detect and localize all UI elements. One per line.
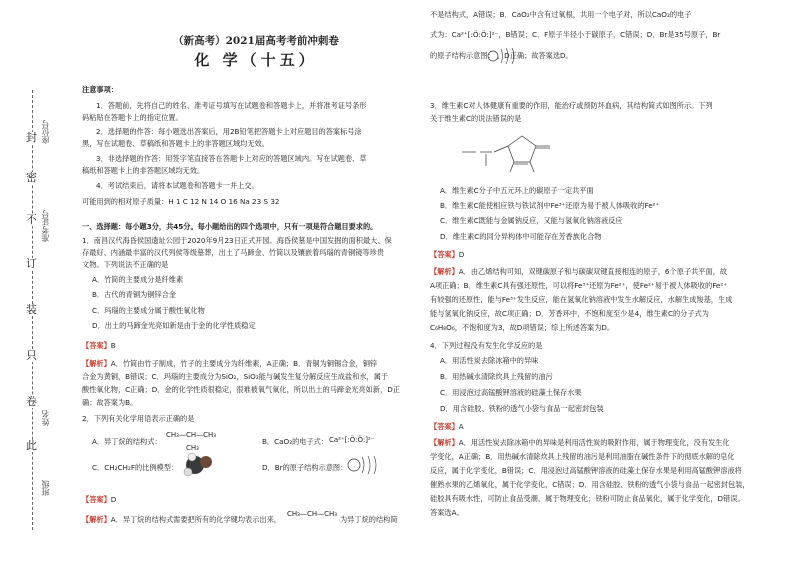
q4-analysis: A．用活性炭去除冰箱中的异味是利用活性炭的吸附作用，属于物理变化，没有发生化	[458, 438, 730, 447]
name-field: 姓名	[41, 410, 50, 426]
q3-analysis: A．由乙烯结构可知，双键碳原子和与碳碳双键直接相连的原子，6个原子共平面，故	[458, 267, 728, 276]
q1-answer: B	[110, 341, 116, 350]
q3-analysis: A项正确；B．维生素C具有强还原性，可以将Fe³⁺还原为Fe²⁺，使Fe²⁺易于被人体吸收的Fe²⁺	[430, 281, 728, 290]
space-filling-model	[182, 452, 218, 478]
answer-tag: 【答案】	[430, 250, 459, 259]
seat-number-field: 座位号	[41, 120, 50, 144]
br-atom-diagram-small	[484, 45, 524, 67]
q3-option-a: A．维生素C分子中五元环上的碳原子一定共平面	[440, 186, 594, 195]
notice-line: 2．选择题的作答：每小题选出答案后，用2B铅笔把答题卡上对应题目的答案标号涂	[96, 127, 362, 136]
q4-option-d: D．用含硅胶、铁粉的透气小袋与食品一起密封包装	[440, 404, 604, 413]
vitamin-c-structure	[458, 130, 568, 180]
binding-char: 密	[26, 171, 37, 184]
subject-title: 化 学（十五）	[194, 51, 318, 69]
q4-stem: 4．下列过程没有发生化学反应的是	[430, 341, 543, 350]
q1-stem: 1．南昌汉代海昏侯国遗址公园于2020年9月23日正式开园。海昏侯墓是中国发掘的面积最大、保	[82, 236, 392, 245]
q3-option-c: C．维生素C既能与金属钠反应，又能与氢氧化钠溶液反应	[440, 216, 623, 225]
q2-stem: 2．下列有关化学用语表示正确的是	[82, 414, 195, 423]
isobutane-structure-analysis: CH₃—CH—CH₃	[287, 510, 338, 518]
q2-analysis: A．异丁烷的结构式需要把所有的化学键均表示出来，	[110, 515, 281, 524]
class-field: 班级	[41, 480, 50, 496]
q4-option-b: B．用热碱水清除炊具上残留的油污	[440, 372, 553, 381]
q2-answer: D	[110, 495, 117, 504]
q2-analysis-cont: 式为：Ca²⁺[:Ö:Ö:]²⁻，B错误；C．F原子半径小于碳原子，C错误；D．Br是35号原子，Br	[430, 30, 721, 39]
q1-option-b: B．古代的青铜为铜锌合金	[92, 290, 176, 299]
binding-char: 订	[26, 257, 37, 270]
q1-analysis: 合金为黄铜，B错误；C．玛瑙的主要成分为SiO₂，SiO₂能与碱发生复分解反应生成盐和水，属于	[82, 372, 389, 381]
q4-answer: A	[458, 422, 464, 431]
section-heading: 一、选择题：每小题3分，共45分。每小题给出的四个选项中，只有一项是符合题目要求的。	[82, 222, 378, 231]
isobutane-branch: CH₃	[186, 444, 199, 452]
q4-analysis: 反应，属于化学变化，B错误；C．用浸泡过高锰酸钾溶液的硅藻土保存水果是利用高锰酸钾溶液将	[430, 466, 742, 475]
notice-line: 4．考试结束后，请将本试题卷和答题卡一并上交。	[96, 181, 259, 190]
analysis-tag: 【解析】	[430, 438, 459, 447]
q4-option-a: A．用活性炭去除冰箱中的异味	[440, 356, 539, 365]
q4-analysis: 学变化，A正确；B．用热碱水清除炊具上残留的油污是利用油脂在碱性条件下的彻底水解的皂化	[430, 452, 735, 461]
q3-analysis: C₆H₈O₆，不饱和度为3，故D项错误；综上所述答案为D。	[430, 323, 615, 332]
notice-heading: 注意事项：	[82, 85, 118, 94]
binding-char: 封	[26, 131, 37, 144]
q1-stem: 存最好、内涵最丰富的汉代列侯等级墓葬，出土了马蹄金、竹简以及镶嵌着玛瑙的青铜镜等珍贵	[82, 248, 384, 257]
binding-char: 此	[26, 439, 37, 452]
answer-tag: 【答案】	[82, 495, 111, 504]
q2-analysis-cont: 的原子结构示意图： ，D正确；故答案选D。	[430, 51, 573, 60]
notice-line: 稿纸和答题卡上的非答题区域均无效。	[82, 166, 205, 175]
q4-analysis: 硅胶具有吸水性，可防止食品受潮，属于物理变化；铁粉可防止食品氧化，属于化学变化，D错误。	[430, 494, 745, 503]
notice-line: 黑，写在试题卷、草稿纸和答题卡上的非答题区域均无效。	[82, 139, 269, 148]
q2-option-b: B．CaO₂的电子式：	[262, 437, 329, 446]
exam-title: （新高考）2021届高考考前冲刺卷	[173, 35, 339, 47]
q1-option-c: C．玛瑙的主要成分属于酸性氧化物	[92, 306, 205, 315]
br-atom-diagram	[344, 453, 384, 477]
q1-analysis: 酸性氧化物，C正确；D．金的化学性质很稳定，很难被氧气氧化，所以出土的马蹄金光亮如新，D正	[82, 385, 400, 394]
q3-answer: D	[458, 250, 465, 259]
analysis-tag: 【解析】	[82, 359, 111, 368]
q2-analysis-tail: 为异丁烷的结构简	[340, 515, 398, 524]
q2-analysis-cont: 不是结构式，A错误；B．CaO₂中含有过氧根，共用一个电子对，所以CaO₂的电子	[430, 10, 692, 19]
notice-line: 码粘贴在答题卡上的指定位置。	[82, 113, 183, 122]
q1-analysis: A．竹简由竹子制成，竹子的主要成分为纤维素，A正确；B．青铜为铜锡合金，铜锌	[110, 359, 378, 368]
analysis-tag: 【解析】	[430, 267, 459, 276]
q3-analysis: 能与氢氧化钠反应，故C项正确；D．芳香环中，不饱和度至少是4，维生素C的分子式为	[430, 309, 709, 318]
q4-analysis: 催熟水果的乙烯氧化，属于化学变化，C错误；D．用含硅胶、铁粉的透气小袋与食品一起密封包装，	[430, 480, 750, 489]
atomic-masses: 可能用到的相对原子质量：H 1 C 12 N 14 O 16 Na 23 S 32	[82, 197, 280, 206]
binding-char: 只	[26, 349, 37, 362]
q3-option-b: B．维生素C能使相应铁与铁试剂中Fe³⁺还原为易于被人体吸收的Fe²⁺	[440, 201, 660, 210]
q3-stem: 关于维生素C的说法错误的是	[430, 114, 522, 123]
q3-option-d: D．维生素C的同分异构体中可能存在芳香族化合物	[440, 232, 602, 241]
binding-margin	[0, 0, 60, 562]
q3-analysis: 有较强的还原性，能与Fe³⁺发生反应，能在氢氧化钠溶液中发生水解反应，水解生成羧基，生成	[430, 295, 733, 304]
q4-option-c: C．用浸泡过高锰酸钾溶液的硅藻土保存水果	[440, 388, 582, 397]
notice-line: 3．非选择题的作答：用签字笔直接答在答题卡上对应的答题区域内。写在试题卷、草	[96, 154, 367, 163]
binding-char: 不	[26, 213, 37, 226]
answer-tag: 【答案】	[82, 341, 111, 350]
q2-option-d: D．Br的原子结构示意图：	[262, 463, 348, 472]
notice-line: 1．答题前，先将自己的姓名、准考证号填写在试题卷和答题卡上，并将准考证号条形	[96, 101, 367, 110]
binding-char: 装	[26, 303, 37, 316]
q1-analysis: 确；故答案为B。	[82, 398, 138, 407]
q3-stem: 3．维生素C对人体健康有重要的作用，能治疗或预防坏血病，其结构简式如图所示。下列	[430, 101, 713, 110]
analysis-tag: 【解析】	[82, 515, 111, 524]
answer-tag: 【答案】	[430, 422, 459, 431]
q1-stem: 文物。下列说法不正确的是	[82, 260, 169, 269]
q4-analysis: 答案选A。	[430, 508, 464, 517]
exam-number-field: 准考证号	[41, 210, 50, 242]
q2-option-c: C．CH₂CH₂F的比例模型：	[92, 463, 179, 472]
q2-option-a: A．异丁烷的结构式：	[92, 437, 162, 446]
isobutane-structure: CH₃—CH—CH₃	[166, 431, 217, 439]
binding-char: 卷	[26, 395, 37, 408]
q1-option-d: D．出土的马蹄金光亮如新是由于金的化学性质稳定	[92, 321, 256, 330]
cao2-formula: Ca²⁺[:Ö:Ö:]²⁻	[329, 436, 375, 444]
q1-option-a: A．竹简的主要成分是纤维素	[92, 275, 184, 284]
